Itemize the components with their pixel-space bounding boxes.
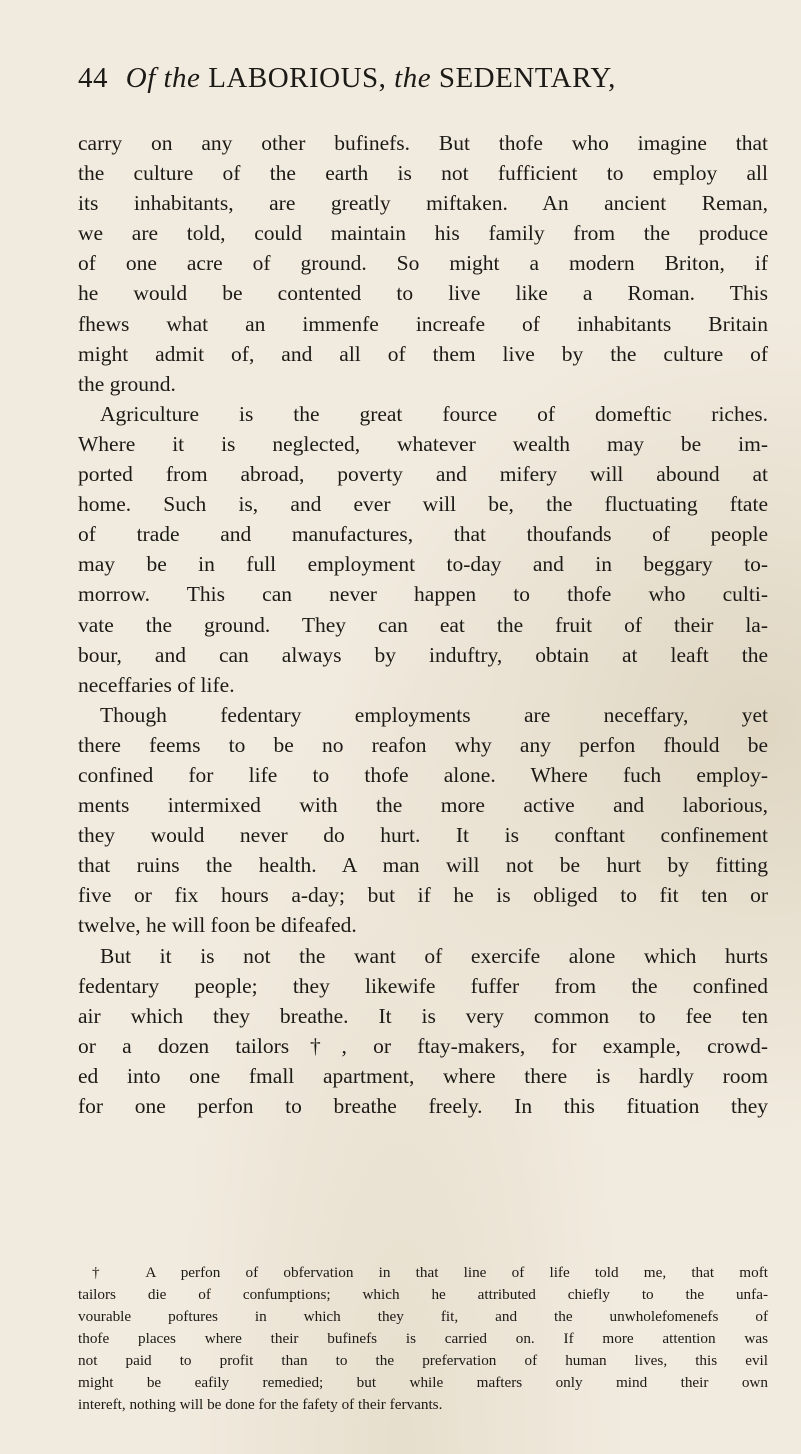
text-line: Where it is neglected, whatever wealth may be im- (78, 431, 768, 456)
text-line: the ground. (78, 371, 176, 396)
header-laborious: LABORIOUS, (208, 62, 387, 94)
text-line: we are told, could maintain his family from the produce (78, 221, 768, 246)
text-line: ed into one fmall apartment, where there is hardly room (78, 1063, 768, 1088)
text-line: may be in full employment to-day and in beggary to- (78, 552, 768, 577)
text-line: or a dozen tailors†, or ftay-makers, for example, crowd- (78, 1033, 768, 1058)
text-line: ported from abroad, poverty and mifery will abound at (78, 462, 768, 487)
paragraph-start: But it is not the want of exercife alone which hurts (100, 943, 768, 968)
paragraph-start: Though fedentary employments are neceffary, yet (100, 702, 768, 727)
footnote-line: tailors die of confumptions; which he attributed chiefly to the unfa- (78, 1286, 768, 1303)
text-line: of one acre of ground. So might a modern Briton, if (78, 251, 768, 276)
text-line: that ruins the health. A man will not be hurt by fitting (78, 853, 768, 878)
text-line: carry on any other bufinefs. But thofe who imagine that (78, 131, 768, 155)
footnote-line: † A perfon of obfervation in that line of life told me, that moft (92, 1264, 768, 1281)
text-line: air which they breathe. It is very common to fee ten (78, 1003, 768, 1028)
body-text (78, 128, 768, 1121)
text-line: its inhabitants, are greatly miftaken. An ancient Reman, (78, 191, 768, 216)
footnote-line: vourable poftures in which they fit, and the unwholefomenefs of (78, 1308, 768, 1325)
text-line: confined for life to thofe alone. Where fuch employ- (78, 762, 768, 787)
text-line: fhews what an immenfe increafe of inhabitants Britain (78, 311, 768, 336)
running-header (78, 62, 758, 102)
text-line: twelve, he will foon be difeafed. (78, 913, 357, 938)
text-line: he would be contented to live like a Roman. This (78, 281, 768, 306)
text-line: for one perfon to breathe freely. In this fituation they (78, 1094, 768, 1118)
text-line: the culture of the earth is not fufficient to employ all (78, 161, 768, 186)
text-line: home. Such is, and ever will be, the fluctuating ftate (78, 492, 768, 517)
text-line: ments intermixed with the more active and laborious, (78, 793, 768, 818)
text-line: bour, and can always by induftry, obtain at leaft the (78, 642, 768, 667)
text-line: of trade and manufactures, that thoufands of people (78, 522, 768, 547)
text-line: neceffaries of life. (78, 672, 235, 697)
footnote-line: not paid to profit than to the prefervation of human lives, this evil (78, 1352, 768, 1369)
text-line: there feems to be no reafon why any perfon fhould be (78, 732, 768, 757)
footnote (78, 1262, 768, 1416)
page-number: 44 (78, 62, 108, 94)
text-line: morrow. This can never happen to thofe who culti- (78, 582, 768, 607)
footnote-line: might be eafily remedied; but while mafters only mind their own (78, 1374, 768, 1391)
header-sedentary: SEDENTARY, (438, 62, 616, 94)
text-line: five or fix hours a-day; but if he is obliged to fit ten or (78, 883, 768, 908)
text-line: vate the ground. They can eat the fruit of their la- (78, 612, 768, 637)
header-of-the: Of the (125, 62, 201, 94)
footnote-line: intereft, nothing will be done for the fafety of their fervants. (78, 1396, 443, 1413)
paragraph-start: Agriculture is the great fource of domeftic riches. (100, 401, 768, 426)
text-line: fedentary people; they likewife fuffer from the confined (78, 973, 768, 998)
text-line: might admit of, and all of them live by the culture of (78, 341, 768, 366)
footnote-line: thofe places where their bufinefs is carried on. If more attention was (78, 1330, 768, 1347)
text-line: they would never do hurt. It is conftant confinement (78, 823, 768, 848)
header-the: the (394, 62, 432, 94)
